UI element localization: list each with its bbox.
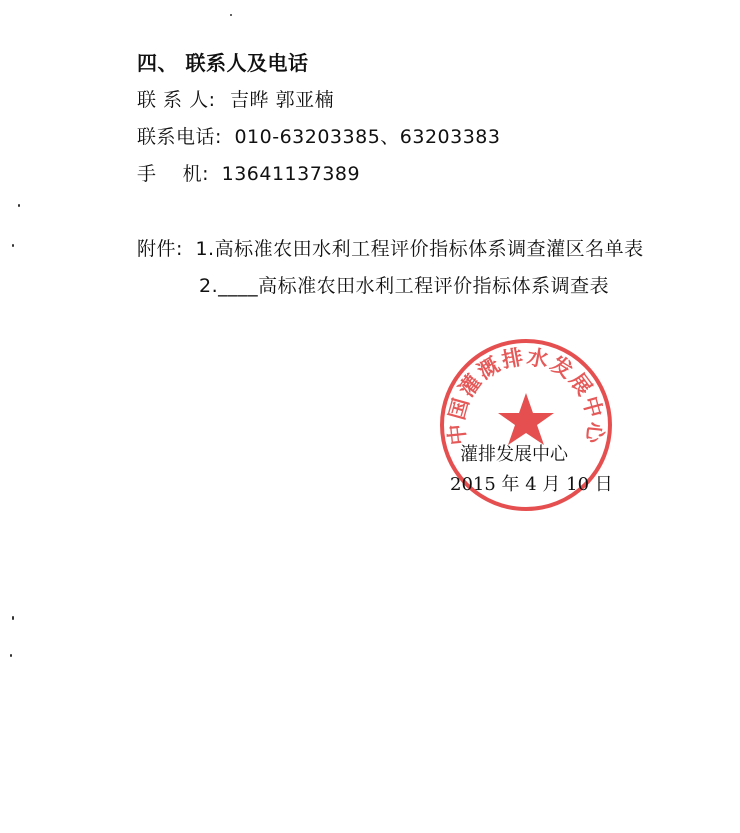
phone-label: 联系电话: [137, 126, 222, 148]
mobile-value: 13641137389 [221, 163, 361, 185]
phone-value: 010-63203385、63203383 [234, 126, 501, 148]
attachments-label: 附件: [137, 238, 183, 260]
attachment-item-2-text: 高标准农田水利工程评价指标体系调查表 [258, 275, 610, 297]
scan-speck [12, 616, 14, 620]
attachment-item-1: 1.高标准农田水利工程评价指标体系调查灌区名单表 [195, 238, 644, 260]
attachment-item-2-blank: ____ [218, 275, 259, 297]
scan-speck [230, 14, 232, 16]
contact-person-row [137, 87, 334, 113]
scan-speck [12, 244, 14, 247]
phone-row [137, 124, 501, 150]
issue-date: 2015 年 4 月 10 日 [450, 474, 613, 495]
mobile-row [137, 161, 360, 187]
seal-text: 中国灌溉排水发展中心 [443, 343, 609, 447]
mobile-label: 手 机: [137, 163, 210, 185]
attachment-row-2 [199, 273, 609, 299]
seal-star-icon [498, 393, 554, 445]
section-heading: 四、 联系人及电话 [137, 51, 309, 75]
scan-speck [10, 654, 12, 657]
scan-speck [18, 204, 20, 207]
attachment-item-2-number: 2. [199, 275, 219, 297]
contact-names: 吉晔 郭亚楠 [230, 89, 335, 111]
attachment-row-1 [137, 236, 644, 262]
contact-label: 联 系 人: [137, 89, 216, 111]
issuing-organization: 灌排发展中心 [460, 444, 568, 465]
